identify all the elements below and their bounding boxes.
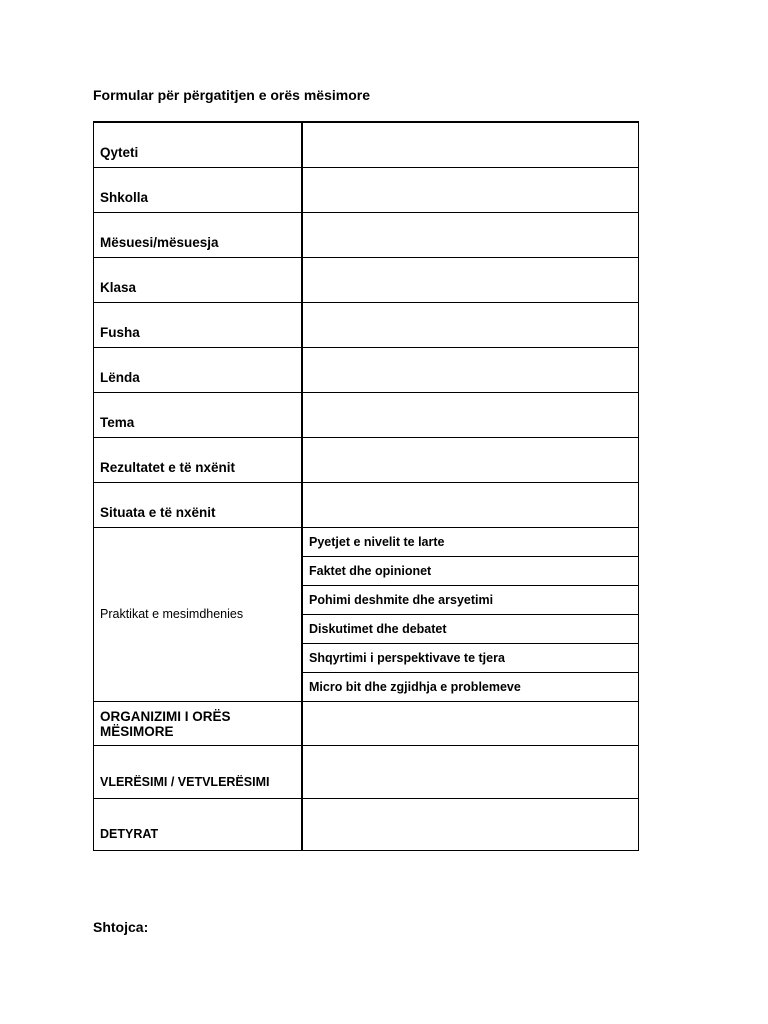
appendix-label: Shtojca:	[93, 919, 149, 935]
row-label-class: Klasa	[94, 258, 303, 303]
subject-area-field[interactable]	[302, 303, 639, 348]
lesson-plan-form	[93, 121, 639, 851]
school-field[interactable]	[302, 168, 639, 213]
row-label-teaching-practices: Praktikat e mesimdhenies	[94, 528, 303, 702]
topic-field[interactable]	[302, 393, 639, 438]
form-row-topic	[94, 393, 639, 438]
organization-label-line2: MËSIMORE	[100, 723, 174, 739]
practice-item: Micro bit dhe zgjidhja e problemeve	[302, 673, 639, 702]
form-row-evaluation	[94, 746, 639, 799]
row-label-subject: Lënda	[94, 348, 303, 393]
practice-item: Pohimi deshmite dhe arsyetimi	[302, 586, 639, 615]
row-label-topic: Tema	[94, 393, 303, 438]
form-row-class	[94, 258, 639, 303]
page-title: Formular për përgatitjen e orës mësimore	[93, 87, 370, 103]
row-label-teacher: Mësuesi/mësuesja	[94, 213, 303, 258]
form-row-organization	[94, 702, 639, 746]
city-field[interactable]	[302, 122, 639, 168]
form-row-learning-outcomes	[94, 438, 639, 483]
organization-field[interactable]	[302, 702, 639, 746]
practice-item: Diskutimet dhe debatet	[302, 615, 639, 644]
learning-outcomes-field[interactable]	[302, 438, 639, 483]
practice-item: Pyetjet e nivelit te larte	[302, 528, 639, 557]
form-row-field	[94, 303, 639, 348]
form-row-tasks	[94, 799, 639, 851]
form-row-learning-situation	[94, 483, 639, 528]
learning-situation-field[interactable]	[302, 483, 639, 528]
teacher-field[interactable]	[302, 213, 639, 258]
row-label-school: Shkolla	[94, 168, 303, 213]
practice-item: Shqyrtimi i perspektivave te tjera	[302, 644, 639, 673]
row-label-learning-situation: Situata e të nxënit	[94, 483, 303, 528]
class-field[interactable]	[302, 258, 639, 303]
form-row-city	[94, 122, 639, 168]
tasks-field[interactable]	[302, 799, 639, 851]
row-label-field: Fusha	[94, 303, 303, 348]
practice-item: Faktet dhe opinionet	[302, 557, 639, 586]
form-row-teacher	[94, 213, 639, 258]
form-row-practice-1	[94, 528, 639, 557]
subject-field[interactable]	[302, 348, 639, 393]
form-row-subject	[94, 348, 639, 393]
row-label-organization	[94, 702, 303, 746]
row-label-city: Qyteti	[94, 122, 303, 168]
evaluation-field[interactable]	[302, 746, 639, 799]
row-label-tasks: DETYRAT	[94, 799, 303, 851]
form-row-school	[94, 168, 639, 213]
row-label-evaluation: VLERËSIMI / VETVLERËSIMI	[94, 746, 303, 799]
organization-label-line1: ORGANIZIMI I ORËS	[100, 708, 231, 724]
row-label-learning-outcomes: Rezultatet e të nxënit	[94, 438, 303, 483]
